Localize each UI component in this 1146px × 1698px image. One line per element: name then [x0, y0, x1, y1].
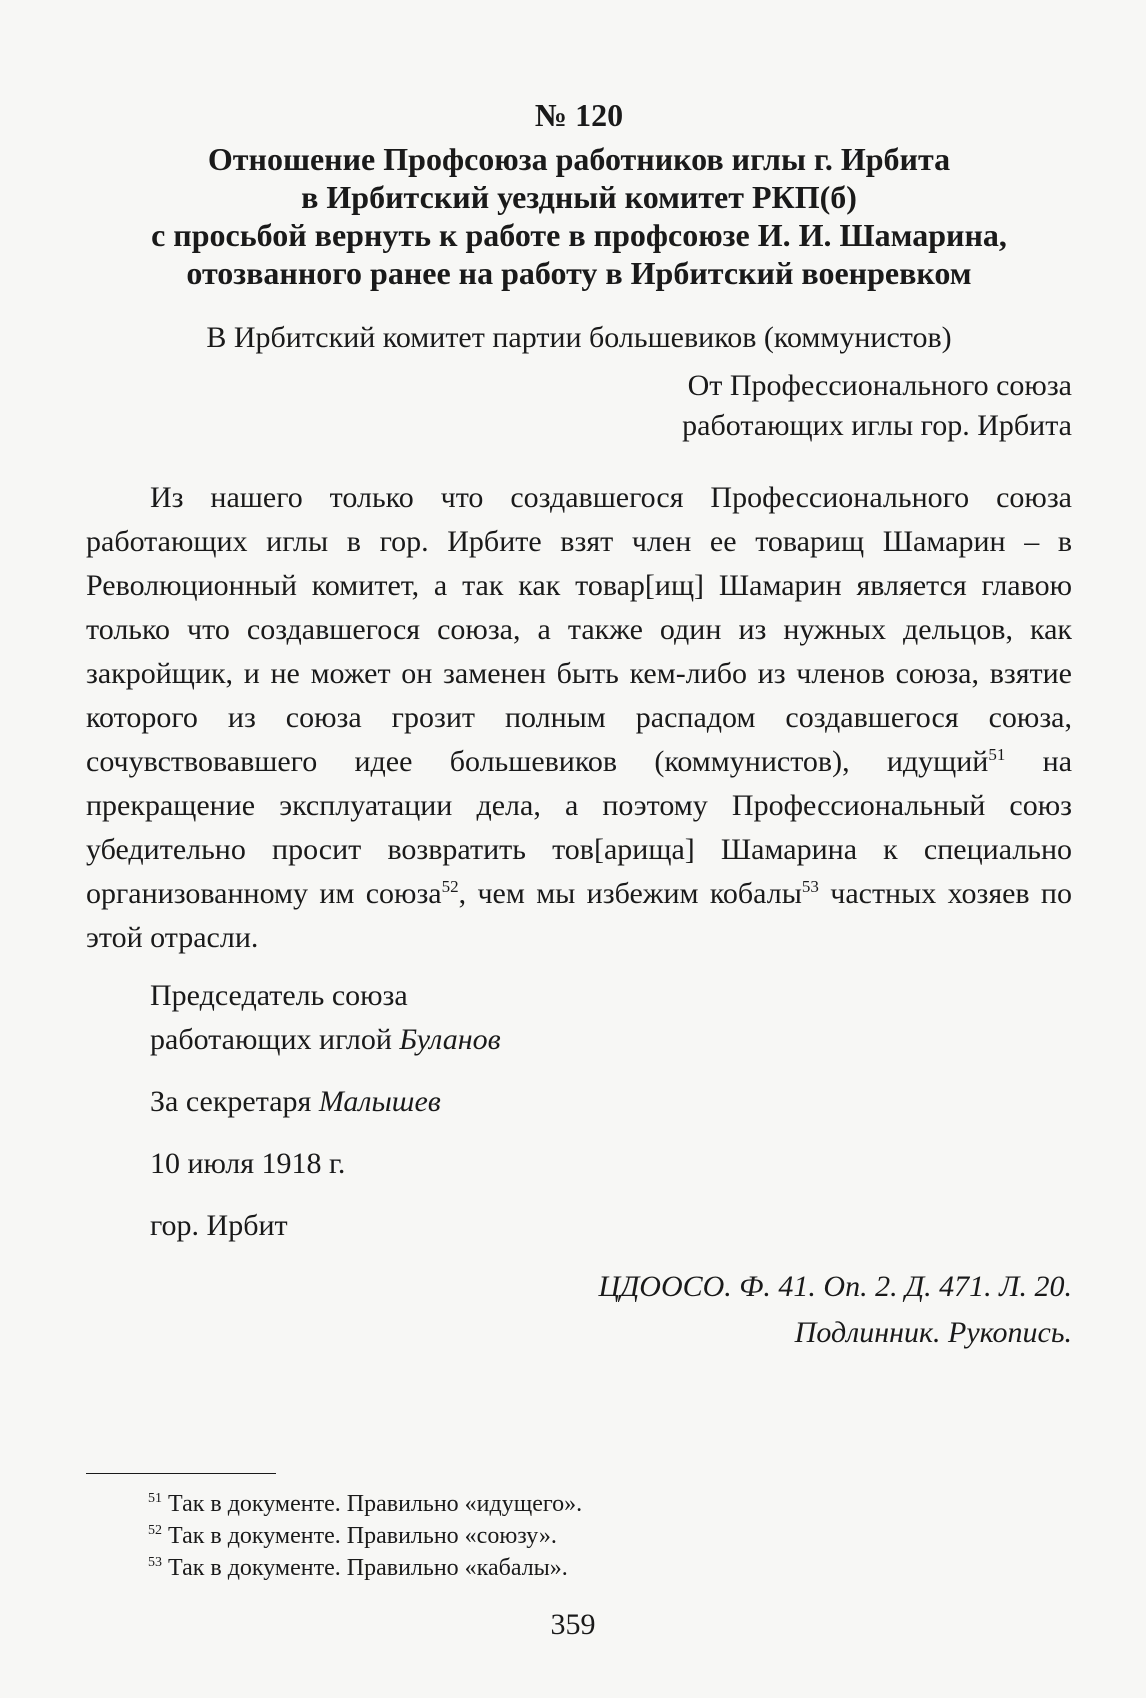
footnote-number: 51	[148, 1491, 162, 1506]
heading-line: Отношение Профсоюза работников иглы г. Ирбита	[207, 141, 951, 177]
archive-source	[86, 1264, 1072, 1356]
footnotes	[148, 1488, 1048, 1584]
chair-name: Буланов	[399, 1023, 501, 1056]
footnote-ref: 51	[988, 745, 1006, 764]
footnote-number: 53	[148, 1555, 162, 1570]
chair-title: Председатель союза	[150, 979, 408, 1012]
document-number: № 120	[534, 97, 624, 133]
footnote	[148, 1488, 1048, 1520]
secretary-title: За секретаря	[150, 1085, 312, 1118]
document-heading	[86, 140, 1072, 292]
chair-signature-line	[150, 1018, 1072, 1062]
body-text-part: частных хозяев по этой отрасли.	[86, 877, 1072, 954]
footnote-ref: 53	[801, 877, 819, 896]
footnote-divider	[86, 1473, 276, 1474]
footnote	[148, 1552, 1048, 1584]
document-type: Подлинник. Рукопись.	[794, 1316, 1072, 1349]
document-place: гор. Ирбит	[150, 1209, 288, 1242]
chair-title-cont: работающих иглой	[150, 1023, 392, 1056]
body-text-part: , чем мы избежим кобалы	[458, 877, 802, 910]
footnote-text: Так в документе. Правильно «кабалы».	[168, 1555, 568, 1581]
footnote	[148, 1520, 1048, 1552]
footnote-ref: 52	[441, 877, 459, 896]
page-number: 359	[550, 1608, 596, 1641]
body-text-part: на прекращение эксплуатации дела, а поэтому Профессиональный союз убедительно просит возвратить тов[арища] Шамарина к специально организованному им союза	[86, 745, 1073, 910]
body-paragraph	[86, 476, 1072, 960]
sender-line: От Профессионального союза	[687, 369, 1072, 402]
footnote-text: Так в документе. Правильно «идущего».	[168, 1491, 583, 1517]
body-text-part: Из нашего только что создавшегося Профессионального союза работающих иглы в гор. Ирбите взят член ее товарищ Шамарин – в Революционный комитет, а так как товар[ищ] Шамарин является главою только что создавшегося союза, а также один из нужных дельцов, как закройщик, и не может он заменен быть кем-либо из членов союза, взятие которого из союза грозит полным распадом создавшегося союза, сочувствовавшего идее большевиков (коммунистов), идущий	[86, 481, 1072, 778]
sender	[86, 366, 1072, 446]
heading-line: в Ирбитский уездный комитет РКП(б)	[301, 179, 857, 215]
archive-reference: ЦДООСО. Ф. 41. Оп. 2. Д. 471. Л. 20.	[598, 1270, 1072, 1303]
secretary-name: Малышев	[318, 1085, 441, 1118]
document-page	[86, 96, 1072, 1356]
secretary-line	[150, 1080, 1072, 1124]
heading-line: с просьбой вернуть к работе в профсоюзе И. И. Шамарина,	[151, 217, 1007, 253]
heading-line: отозванного ранее на работу в Ирбитский военревком	[186, 255, 972, 291]
document-date: 10 июля 1918 г.	[150, 1147, 346, 1180]
footnote-text: Так в документе. Правильно «союзу».	[168, 1523, 557, 1549]
footnote-number: 52	[148, 1523, 162, 1538]
addressee: В Ирбитский комитет партии большевиков (коммунистов)	[206, 321, 952, 354]
sender-line: работающих иглы гор. Ирбита	[682, 409, 1072, 442]
signature-block	[150, 974, 1072, 1248]
